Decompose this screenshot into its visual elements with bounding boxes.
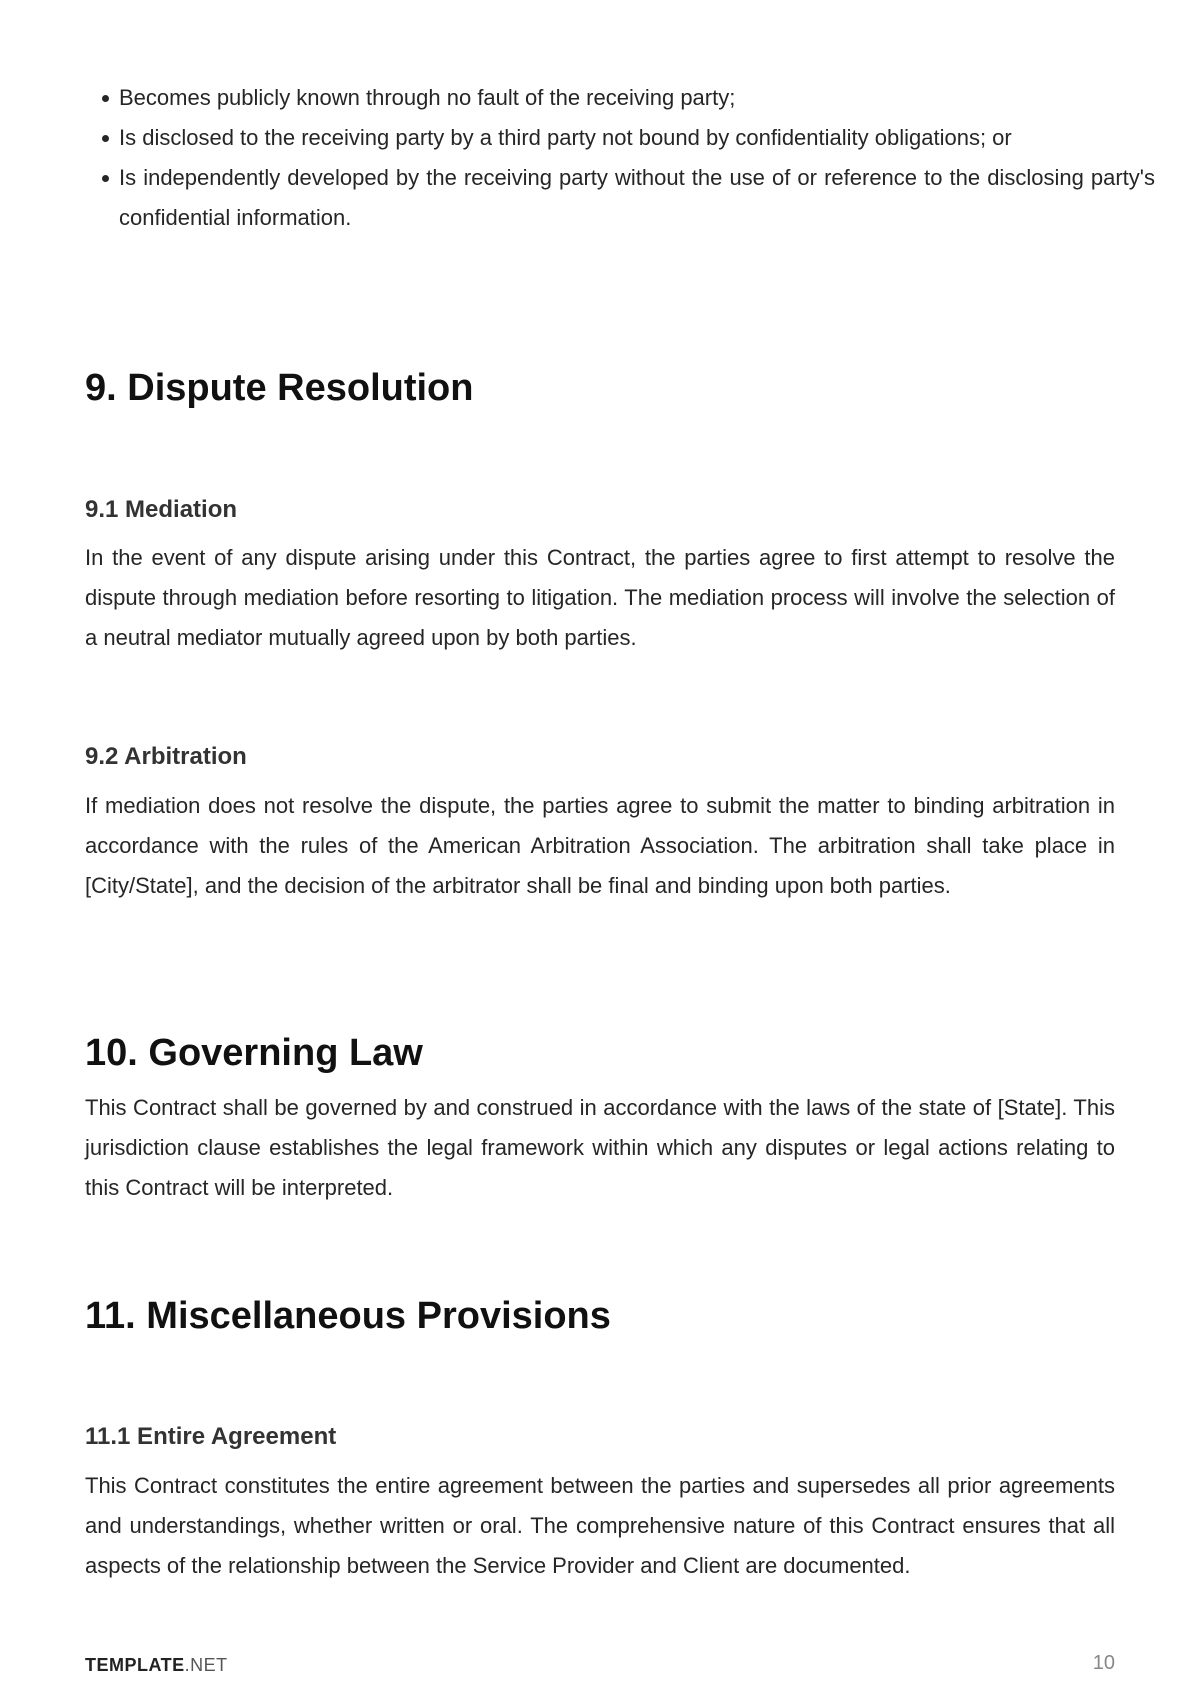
list-item xyxy=(85,118,1155,158)
paragraph-governing-law: This Contract shall be governed by and construed in accordance with the laws of the state of [State]. This jurisdiction clause establishes the legal framework within which any disputes or legal actions relating to this Contract will be interpreted. xyxy=(85,1095,1115,1200)
list-item-text: Is independently developed by the receiving party without the use of or reference to the disclosing party's confidential information. xyxy=(119,165,1155,230)
paragraph-mediation: In the event of any dispute arising under this Contract, the parties agree to first attempt to resolve the dispute through mediation before resorting to litigation. The mediation process will involve the selection of a neutral mediator mutually agreed upon by both parties. xyxy=(85,545,1115,650)
confidentiality-exceptions-list xyxy=(85,78,1155,238)
paragraph-entire-agreement: This Contract constitutes the entire agreement between the parties and supersedes all prior agreements and understandings, whether written or oral. The comprehensive nature of this Contract ensures that all aspects of the relationship between the Service Provider and Client are documented. xyxy=(85,1473,1115,1578)
logo-brand-text: TEMPLATE xyxy=(85,1655,185,1675)
subheading-mediation: 9.1 Mediation xyxy=(85,496,238,523)
page-number: 10 xyxy=(1092,1652,1115,1674)
list-item xyxy=(85,158,1155,238)
subheading-entire-agreement: 11.1 Entire Agreement xyxy=(85,1423,337,1450)
logo-tld-text: .NET xyxy=(184,1655,228,1675)
list-item-text: Becomes publicly known through no fault of the receiving party; xyxy=(119,85,736,110)
section-heading-dispute-resolution: 9. Dispute Resolution xyxy=(85,367,474,409)
section-heading-miscellaneous: 11. Miscellaneous Provisions xyxy=(85,1295,611,1337)
template-net-logo xyxy=(85,1655,228,1676)
section-heading-governing-law: 10. Governing Law xyxy=(85,1032,423,1074)
subheading-arbitration: 9.2 Arbitration xyxy=(85,743,247,770)
bullet-list-container xyxy=(85,78,1155,238)
list-item xyxy=(85,78,1155,118)
list-item-text: Is disclosed to the receiving party by a third party not bound by confidentiality obligations; or xyxy=(119,125,1012,150)
bullet-icon xyxy=(102,175,109,182)
bullet-icon xyxy=(102,135,109,142)
bullet-icon xyxy=(102,95,109,102)
paragraph-arbitration: If mediation does not resolve the dispute, the parties agree to submit the matter to binding arbitration in accordance with the rules of the American Arbitration Association. The arbitration shall take place in [City/State], and the decision of the arbitrator shall be final and binding upon both parties. xyxy=(85,793,1115,898)
